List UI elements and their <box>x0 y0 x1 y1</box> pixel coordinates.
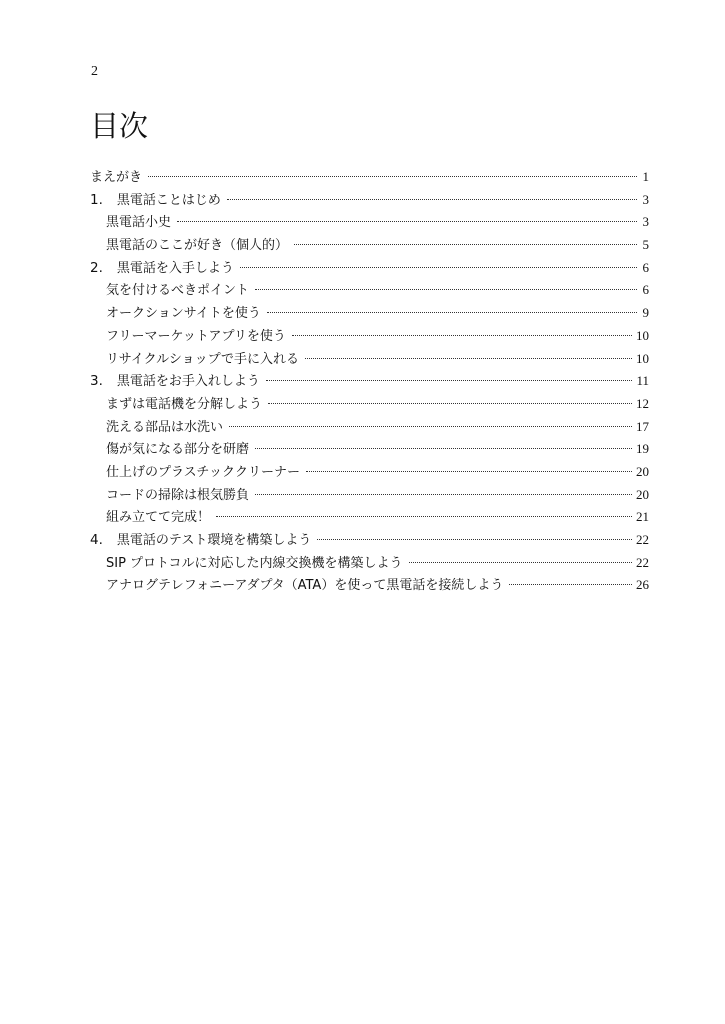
dot-leader <box>255 289 637 290</box>
toc-entry-label: 黒電話のここが好き（個人的） <box>106 238 289 254</box>
toc-entry[interactable] <box>90 302 649 325</box>
toc-entry[interactable] <box>90 211 649 234</box>
toc-entry-label: フリーマーケットアプリを使う <box>106 328 286 344</box>
dot-leader <box>255 448 632 449</box>
table-of-contents <box>90 166 649 597</box>
toc-entry-page: 20 <box>636 463 649 479</box>
toc-entry[interactable] <box>90 325 649 348</box>
toc-entry-page: 10 <box>636 350 649 366</box>
toc-entry[interactable] <box>90 484 649 507</box>
toc-entry-label: まずは電話機を分解しよう <box>106 396 263 412</box>
toc-entry-page: 22 <box>636 554 649 570</box>
toc-entry-label: 組み立てて完成！ <box>106 510 211 526</box>
page-number: 2 <box>91 64 98 79</box>
toc-entry-label: 黒電話のテスト環境を構築しよう <box>116 533 312 548</box>
dot-leader <box>227 199 637 200</box>
toc-entry[interactable] <box>90 348 649 371</box>
dot-leader <box>317 539 632 540</box>
toc-entry-page: 3 <box>642 214 649 230</box>
toc-entry[interactable] <box>90 574 649 597</box>
toc-entry-label: 黒電話をお手入れしよう <box>116 374 260 390</box>
toc-entry-label: コードの掃除は根気勝負 <box>106 487 250 503</box>
toc-entry-label: 黒電話ことはじめ <box>116 192 221 208</box>
toc-entry[interactable] <box>90 166 649 189</box>
toc-entry[interactable] <box>90 234 649 257</box>
dot-leader <box>292 335 632 336</box>
toc-entry-page: 21 <box>636 509 649 525</box>
dot-leader <box>509 584 632 585</box>
dot-leader <box>255 494 632 495</box>
dot-leader <box>268 403 632 404</box>
dot-leader <box>229 426 632 427</box>
toc-entry[interactable] <box>90 370 649 393</box>
toc-entry-page: 22 <box>636 532 649 547</box>
toc-entry-label: 黒電話小史 <box>106 215 172 231</box>
toc-entry-page: 19 <box>636 441 649 457</box>
toc-entry[interactable] <box>90 529 649 552</box>
toc-entry-label: まえがき <box>90 170 143 185</box>
dot-leader <box>305 358 632 359</box>
chapter-number: 4. <box>90 532 103 548</box>
dot-leader <box>240 267 637 268</box>
dot-leader <box>267 312 637 313</box>
toc-entry-page: 17 <box>636 418 649 434</box>
toc-entry-label: アナログテレフォニーアダプタ（ATA）を使って黒電話を接続しよう <box>106 578 504 594</box>
dot-leader <box>266 380 633 381</box>
toc-entry-label: オークションサイトを使う <box>106 306 261 322</box>
toc-entry[interactable] <box>90 416 649 439</box>
dot-leader <box>148 176 637 177</box>
toc-entry-page: 10 <box>636 327 649 343</box>
toc-entry[interactable] <box>90 461 649 484</box>
toc-entry-label: 傷が気になる部分を研磨 <box>106 442 250 458</box>
toc-entry-label: 洗える部品は水洗い <box>106 419 224 435</box>
toc-entry-page: 5 <box>642 237 649 253</box>
toc-entry[interactable] <box>90 189 649 212</box>
dot-leader <box>306 471 632 472</box>
toc-entry-page: 26 <box>636 577 649 593</box>
chapter-number: 2. <box>90 259 103 276</box>
toc-entry-page: 12 <box>636 395 649 411</box>
toc-entry-label: 黒電話を入手しよう <box>116 260 234 276</box>
toc-entry[interactable] <box>90 257 649 280</box>
toc-entry[interactable] <box>90 506 649 529</box>
dot-leader <box>294 244 637 245</box>
dot-leader <box>409 562 632 563</box>
toc-entry-label: SIP プロトコルに対応した内線交換機を構築しよう <box>106 555 403 571</box>
toc-entry-label: リサイクルショップで手に入れる <box>106 351 299 367</box>
dot-leader <box>177 221 637 222</box>
toc-entry[interactable] <box>90 279 649 302</box>
toc-entry[interactable] <box>90 438 649 461</box>
toc-entry-page: 20 <box>636 486 649 502</box>
dot-leader <box>216 516 632 517</box>
toc-entry-page: 3 <box>642 191 649 207</box>
chapter-number: 1. <box>90 191 103 208</box>
toc-entry-label: 気を付けるべきポイント <box>106 283 250 299</box>
chapter-number: 3. <box>90 373 103 390</box>
page-title: 目次 <box>90 109 149 143</box>
toc-entry-page: 6 <box>642 259 649 275</box>
toc-entry-page: 9 <box>642 305 649 321</box>
toc-entry-page: 11 <box>636 373 649 389</box>
toc-entry-page: 1 <box>642 169 649 184</box>
toc-entry[interactable] <box>90 393 649 416</box>
toc-entry[interactable] <box>90 552 649 575</box>
toc-entry-label: 仕上げのプラスチッククリーナー <box>106 464 300 480</box>
toc-entry-page: 6 <box>642 282 649 298</box>
